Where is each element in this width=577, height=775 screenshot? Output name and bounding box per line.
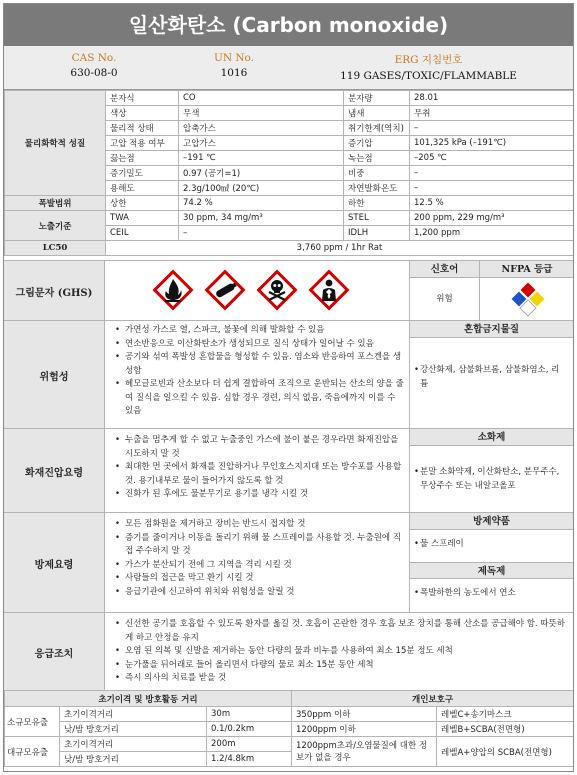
prop-value: 압축가스 xyxy=(179,121,344,136)
table-row xyxy=(5,91,574,106)
properties-table xyxy=(4,90,574,256)
distance-label: 초기이격거리 xyxy=(60,737,207,752)
list-item: • 가연성 가스로 열, 스파크, 불꽃에 의해 발화할 수 있음 xyxy=(115,324,405,338)
incompatible-header: 혼합금지물질 xyxy=(410,321,573,338)
control-agent-text: • 물 스프레이 xyxy=(414,539,464,549)
ppe-condition: 350ppm 이하 xyxy=(292,707,437,722)
list-item: • 신선한 공기를 호흡할 수 있도록 환자를 옮길 것. 호흡이 곤란한 경우 호흡 보조 장치를 통해 산소를 공급해야 함. 따뜻하게 하고 안정을 유지 xyxy=(115,618,567,645)
twa-label: TWA xyxy=(106,211,179,226)
detox-header: 제독제 xyxy=(410,562,573,579)
distance-value: 1.2/4.8km xyxy=(207,752,292,767)
list-item: • 응급기관에 신고하여 위치와 위험성을 알릴 것 xyxy=(115,586,405,600)
prop-value: 무취 xyxy=(410,106,574,121)
table-row xyxy=(5,737,574,752)
table-row xyxy=(5,196,574,211)
hazard-section xyxy=(4,320,573,428)
list-item: • 최대한 먼 곳에서 화재를 진압하거나 무인호스지지대 또는 방수포를 사용할 것. 용기내부로 물이 들어가지 않도록 할 것 xyxy=(115,461,405,488)
ppe-condition: 1200ppm초과/오염물질에 대한 정보가 없을 경우 xyxy=(292,737,437,767)
ppe-value: 레벨A+양압의 SCBA(전면형) xyxy=(437,737,574,767)
extinguisher-header: 소화제 xyxy=(410,429,573,446)
table-row xyxy=(5,691,574,707)
flame-icon xyxy=(151,268,195,312)
table-row xyxy=(5,241,574,256)
identifier-row xyxy=(4,46,573,90)
list-item: • 공기와 섞여 폭발성 혼합물을 형성할 수 있음. 염소와 반응하여 포스겐을 생성함 xyxy=(115,351,405,378)
distance-value: 200m xyxy=(207,737,292,752)
health-hazard-icon xyxy=(307,268,351,312)
incompatible-value: 강산화제, 삼불화브롬, 삼불화염소, 리튬 xyxy=(420,365,560,389)
explosion-lower-label: 상한 xyxy=(106,196,179,211)
prop-label: 자연발화온도 xyxy=(344,181,410,196)
incompatible-cell xyxy=(409,321,573,429)
exposure-header: 노출기준 xyxy=(5,211,106,241)
un-label: UN No. xyxy=(213,52,255,64)
msds-sheet xyxy=(3,3,574,772)
nfpa-diamond-icon xyxy=(510,281,546,317)
control-list xyxy=(105,515,409,599)
prop-value: –205 ℃ xyxy=(410,151,574,166)
incompatible-text: • 강산화제, 삼불화브롬, 삼불화염소, 리튬 xyxy=(414,365,560,389)
list-item: • 연소반응으로 이산화탄소가 생성되므로 질식 상태가 일어날 수 있음 xyxy=(115,338,405,352)
signal-value: 위험 xyxy=(436,294,453,304)
prop-label: 분자량 xyxy=(344,91,410,106)
distance-value: 30m xyxy=(207,707,292,722)
nfpa-header: NFPA 등급 xyxy=(480,261,574,278)
fire-section xyxy=(4,428,573,512)
explosion-upper-label: 하한 xyxy=(344,196,410,211)
prop-value: 0.97 (공기=1) xyxy=(179,166,344,181)
explosion-header: 폭발범위 xyxy=(5,196,106,211)
gas-cylinder-icon xyxy=(203,268,247,312)
hazard-header: 위험성 xyxy=(4,321,105,429)
prop-label: 분자식 xyxy=(106,91,179,106)
list-item: • 눈가풀을 뒤어래로 들어 올리면서 다량의 물로 최소 15분 동안 세척 xyxy=(115,659,567,673)
signal-header: 신호어 xyxy=(410,261,479,278)
erg-value: 119 GASES/TOXIC/FLAMMABLE xyxy=(340,70,517,82)
table-row xyxy=(5,707,574,722)
prop-value: 고압가스 xyxy=(179,136,344,151)
ghs-header: 그림문자 (GHS) xyxy=(4,261,105,321)
prop-label: 끓는점 xyxy=(106,151,179,166)
prop-value: 28.01 xyxy=(410,91,574,106)
ppe-value: 레벨B+SCBA(전면형) xyxy=(437,722,574,737)
prop-label: 취기한계(역치) xyxy=(344,121,410,136)
cas-cell xyxy=(4,46,184,90)
prop-label: 녹는점 xyxy=(344,151,410,166)
list-item: • 모든 점화원을 제거하고 장비는 반드시 접지할 것 xyxy=(115,518,405,532)
distance-ppe-table xyxy=(4,690,574,767)
distance-label: 낮/밤 방호거리 xyxy=(60,722,207,737)
erg-label: ERG 지침번호 xyxy=(394,54,463,66)
prop-value: 무색 xyxy=(179,106,344,121)
ppe-header: 개인보호구 xyxy=(292,691,574,707)
distance-label: 초기이격거리 xyxy=(60,707,207,722)
cas-value: 630-08-0 xyxy=(70,67,118,79)
list-item: • 즉시 의사의 치료를 받을 것 xyxy=(115,672,567,686)
extinguisher-cell xyxy=(409,429,573,513)
list-item: • 진화가 된 후에도 물분무기로 용기를 냉각 시킬 것 xyxy=(115,488,405,502)
page-title: 일산화탄소 (Carbon monoxide) xyxy=(4,4,573,46)
firstaid-section xyxy=(4,612,573,690)
lc50-value: 3,760 ppm / 1hr Rat xyxy=(106,241,574,256)
explosion-upper-value: 12.5 % xyxy=(410,196,574,211)
prop-label: 증기압 xyxy=(344,136,410,151)
prop-value: – xyxy=(410,166,574,181)
ceil-value: – xyxy=(179,226,344,241)
detox-value: 폭발하한의 농도에서 연소 xyxy=(420,588,516,598)
list-item: • 누출을 멈추게 할 수 없고 누출중인 가스에 불이 붙은 경우라면 화재진압을 시도하지 말 것 xyxy=(115,434,405,461)
fire-header: 화재진압요령 xyxy=(4,429,105,513)
list-item: • 헤모글로빈과 산소보다 더 쉽게 결합하여 조직으로 운반되는 산소의 양을 줄여 질식을 일으킬 수 있음. 심할 경우 경련, 의식 없음, 죽음에까지 이를 수 있음 xyxy=(115,378,405,419)
ceil-label: CEIL xyxy=(106,226,179,241)
idlh-value: 1,200 ppm xyxy=(410,226,574,241)
prop-value: 2.3g/100㎖ (20℃) xyxy=(179,181,344,196)
un-value: 1016 xyxy=(220,67,248,79)
prop-label: 고압 적용 여부 xyxy=(106,136,179,151)
small-spill-label: 소규모유출 xyxy=(5,707,60,737)
firstaid-header: 응급조치 xyxy=(4,613,105,691)
prop-value: 101,325 kPa (–191℃) xyxy=(410,136,574,151)
extinguisher-text: • 분말 소화약제, 이산화탄소, 분무주수, 무상주수 또는 내알코올포 xyxy=(414,467,560,491)
un-cell xyxy=(184,46,284,90)
table-row xyxy=(5,211,574,226)
list-item: • 증기를 줄이거나 이동을 돌리기 위해 물 스프레이를 사용할 것. 누출원에 직접 주수하지 말 것 xyxy=(115,532,405,559)
erg-cell xyxy=(284,46,573,90)
distance-header: 초기이격 및 방호활동 거리 xyxy=(5,691,292,707)
ghs-right xyxy=(409,261,573,321)
signal-word-cell xyxy=(410,261,480,321)
control-section xyxy=(4,512,573,612)
fire-list xyxy=(105,431,409,502)
prop-label: 비중 xyxy=(344,166,410,181)
distance-value: 0.1/0.2km xyxy=(207,722,292,737)
nfpa-cell xyxy=(480,261,574,321)
prop-value: –191 ℃ xyxy=(179,151,344,166)
control-agent-header: 방제약품 xyxy=(410,513,573,530)
explosion-lower-value: 74.2 % xyxy=(179,196,344,211)
table-row xyxy=(5,722,574,737)
list-item: • 오염 된 의복 및 신발을 제거하는 동안 다량의 물과 비누를 사용하여 최소 15분 정도 세척 xyxy=(115,645,567,659)
prop-label: 용해도 xyxy=(106,181,179,196)
lc50-header: LC50 xyxy=(5,241,106,256)
prop-value: – xyxy=(410,121,574,136)
stel-label: STEL xyxy=(344,211,410,226)
stel-value: 200 ppm, 229 mg/m³ xyxy=(410,211,574,226)
prop-value: CO xyxy=(179,91,344,106)
list-item: • 가스가 분산되기 전에 그 지역을 격리 시킬 것 xyxy=(115,559,405,573)
skull-crossbones-icon xyxy=(255,268,299,312)
list-item: • 사람들의 접근을 막고 환기 시킬 것 xyxy=(115,572,405,586)
cas-label: CAS No. xyxy=(71,52,117,64)
extinguisher-value: 분말 소화약제, 이산화탄소, 분무주수, 무상주수 또는 내알코올포 xyxy=(420,467,560,491)
twa-value: 30 ppm, 34 mg/m³ xyxy=(179,211,344,226)
control-right xyxy=(409,513,573,613)
ppe-condition: 1200ppm 이하 xyxy=(292,722,437,737)
prop-value: – xyxy=(410,181,574,196)
ppe-value: 레벨C+송기마스크 xyxy=(437,707,574,722)
detox-text: • 폭발하한의 농도에서 연소 xyxy=(414,588,516,598)
idlh-label: IDLH xyxy=(344,226,410,241)
prop-label: 증기밀도 xyxy=(106,166,179,181)
control-agent-value: 물 스프레이 xyxy=(420,539,464,549)
prop-label: 물리적 상태 xyxy=(106,121,179,136)
prop-label: 냄새 xyxy=(344,106,410,121)
ghs-section xyxy=(4,260,573,320)
firstaid-list xyxy=(105,615,571,686)
hazard-list xyxy=(105,321,409,419)
distance-label: 낮/밤 방호거리 xyxy=(60,752,207,767)
physical-header: 물리화학적 성질 xyxy=(5,91,106,196)
control-header: 방제요령 xyxy=(4,513,105,613)
prop-label: 색상 xyxy=(106,106,179,121)
large-spill-label: 대규모유출 xyxy=(5,737,60,767)
